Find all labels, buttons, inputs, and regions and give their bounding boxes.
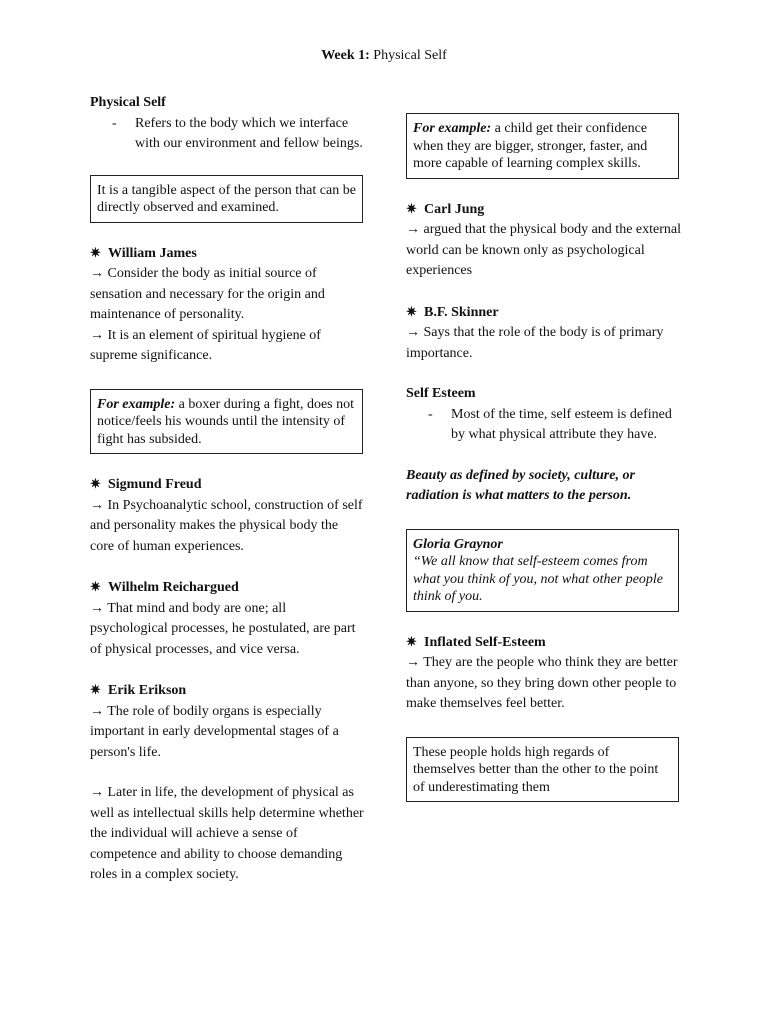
example-lead: For example: [97,396,176,412]
inflated-section [406,632,681,715]
erikson-p2: → Later in life, the development of physical as well as intellectual skills help determine whether the individual will achieve a sense of competence and ability to choose demanding roles in a complex society. [90,785,364,882]
star-icon: ✷ [406,633,417,649]
physical-self-bullet [112,114,365,155]
dash-marker: - [428,406,433,422]
quote-text: “We all know that self-esteem comes from what you think of you, not what other people think of you. [413,554,664,604]
tangible-aspect-text: It is a tangible aspect of the person that can be directly observed and examined. [97,182,356,215]
inflated-p1: → They are the people who think they are better than anyone, so they bring down other people to make themselves feel better. [406,655,678,711]
william-james-p2: → It is an element of spiritual hygiene of supreme significance. [90,327,321,363]
tangible-aspect-box [90,175,363,223]
physical-self-definition: Refers to the body which we interface with our environment and fellow beings. [135,115,363,151]
example-lead: For example: [413,121,492,136]
star-icon: ✷ [406,303,417,319]
erikson-p1: → The role of bodily organs is especially important in early developmental stages of a person's life. [90,703,339,760]
star-icon: ✷ [90,579,101,594]
reich-section [90,577,365,660]
quote-author: Gloria Graynor [413,536,503,552]
freud-section [90,474,365,557]
reich-p1: → That mind and body are one; all psychological processes, he postulated, are part of physical processes, and vice versa. [90,600,356,657]
jung-section [406,199,681,282]
high-regards-text: These people holds high regards of themselves better than the other to the point of underestimating them [413,744,659,795]
right-column [406,113,681,802]
skinner-name: B.F. Skinner [424,304,499,320]
example-text: a boxer during a fight, does not notice/feels his wounds until the intensity of fight has subsided. [97,396,355,447]
freud-p1: → In Psychoanalytic school, construction of self and personality makes the physical body the core of human experiences. [90,497,363,554]
star-icon: ✷ [406,200,417,216]
star-icon: ✷ [90,476,101,491]
example-text: a child get their confidence when they are bigger, stronger, faster, and more capable of learning complex skills. [413,121,648,171]
reich-name: Wilhelm Reichargued [108,580,239,595]
jung-heading [406,199,681,221]
erikson-name: Erik Erikson [108,683,187,698]
william-james-name: William James [108,245,197,261]
self-esteem-bullet [428,405,681,446]
page-title [0,46,768,67]
beauty-statement: Beauty as defined by society, culture, or radiation is what matters to the person. [406,467,635,503]
left-column [90,93,365,886]
freud-heading [90,474,365,496]
self-esteem-definition: Most of the time, self esteem is defined by what physical attribute they have. [451,406,672,442]
william-james-heading [90,243,365,265]
skinner-p1: → Says that the role of the body is of primary importance. [406,325,664,361]
high-regards-box [406,737,679,803]
page-title-rest: Physical Self [369,48,447,63]
erikson-heading [90,680,365,702]
self-esteem-heading: Self Esteem [406,386,476,401]
dash-marker: - [112,115,117,131]
star-icon: ✷ [90,682,101,697]
erikson-section [90,680,365,886]
inflated-heading [406,632,681,654]
reich-heading [90,577,365,599]
inflated-name: Inflated Self-Esteem [424,634,546,650]
william-james-p1: → Consider the body as initial source of sensation and necessary for the origin and maintenance of personality. [90,266,325,322]
child-example-box [406,113,679,179]
gloria-quote-box [406,529,679,612]
page-title-bold: Week 1: [321,48,370,63]
skinner-section [406,302,681,365]
star-icon: ✷ [90,244,101,260]
jung-p1: → argued that the physical body and the external world can be known only as psychological experiences [406,222,681,278]
skinner-heading [406,302,681,324]
jung-name: Carl Jung [424,201,485,217]
physical-self-heading: Physical Self [90,95,166,110]
freud-name: Sigmund Freud [108,477,202,492]
boxer-example-box [90,389,363,455]
william-james-section [90,243,365,367]
